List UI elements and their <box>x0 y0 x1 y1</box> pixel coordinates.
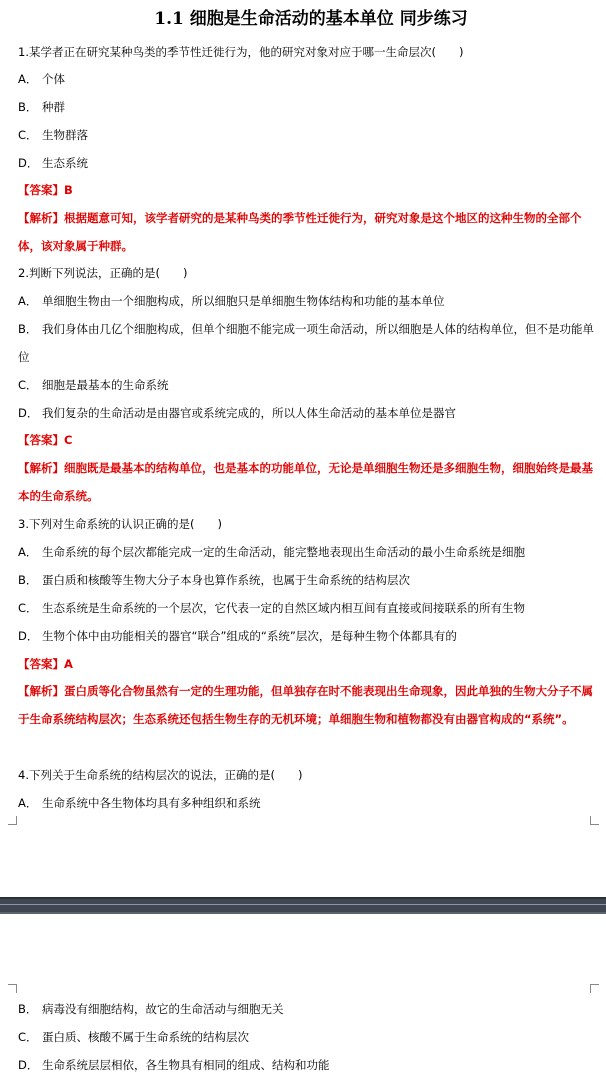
option-letter: D． <box>18 156 39 170</box>
page-separator <box>0 897 606 914</box>
option-letter: B． <box>18 322 38 336</box>
option-letter: B． <box>18 1002 38 1016</box>
question-3-stem: 3.下列对生命系统的认识正确的是( ) <box>18 517 222 531</box>
analysis-label: 【解析】 <box>18 211 64 225</box>
option-letter: C． <box>18 601 38 615</box>
option-text: 生态系统是生命系统的一个层次，它代表一定的自然区域内相互间有直接或间接联系的所有生物 <box>42 601 525 615</box>
margin-corner-mark <box>590 984 599 993</box>
question-2-option-a <box>18 293 598 309</box>
option-letter: C． <box>18 128 38 142</box>
analysis-label: 【解析】 <box>18 684 64 698</box>
answer-label: 【答案】 <box>18 433 64 447</box>
option-letter: B． <box>18 100 38 114</box>
answer-value: B <box>64 183 73 197</box>
option-text: 种群 <box>42 100 65 114</box>
option-text: 生命系统中各生物体均具有多种组织和系统 <box>42 796 261 810</box>
analysis-text: 细胞既是最基本的结构单位，也是基本的功能单位，无论是单细胞生物还是多细胞生物，细胞始终是最基本的生命系统。 <box>18 461 593 503</box>
option-letter: D． <box>18 406 39 420</box>
option-letter: A． <box>18 545 38 559</box>
margin-corner-mark <box>8 816 17 825</box>
option-text: 生态系统 <box>42 156 88 170</box>
option-text: 个体 <box>42 72 65 86</box>
option-text: 生物个体中由功能相关的器官“联合”组成的“系统”层次，是每种生物个体都具有的 <box>42 629 457 643</box>
question-3-option-d <box>18 628 598 644</box>
page-title: 1.1 细胞是生命活动的基本单位 同步练习 <box>154 9 468 29</box>
option-letter: D． <box>18 1058 39 1072</box>
option-letter: C． <box>18 1030 38 1044</box>
answer-label: 【答案】 <box>18 657 64 671</box>
question-1-stem: 1.某学者正在研究某种鸟类的季节性迁徙行为，他的研究对象对应于哪一生命层次( ) <box>18 45 464 59</box>
question-2-stem: 2.判断下列说法，正确的是( ) <box>18 266 188 280</box>
option-letter: D． <box>18 629 39 643</box>
question-2-answer <box>18 432 598 448</box>
answer-label: 【答案】 <box>18 183 64 197</box>
option-text: 蛋白质和核酸等生物大分子本身也算作系统，也属于生命系统的结构层次 <box>42 573 410 587</box>
question-1-answer <box>18 182 598 198</box>
question-1-option-c <box>18 127 598 143</box>
question-2-option-b <box>18 315 598 371</box>
answer-value: C <box>64 433 73 447</box>
option-letter: A． <box>18 72 38 86</box>
option-text: 生命系统的每个层次都能完成一定的生命活动，能完整地表现出生命活动的最小生命系统是细胞 <box>42 545 525 559</box>
question-3-option-a <box>18 544 598 560</box>
question-2-option-c <box>18 377 598 393</box>
question-2-analysis <box>18 454 598 510</box>
margin-corner-mark <box>590 816 599 825</box>
option-text: 生命系统层层相依，各生物具有相同的组成、结构和功能 <box>42 1058 330 1072</box>
option-text: 生物群落 <box>42 128 88 142</box>
question-1-option-b <box>18 99 598 115</box>
option-letter: A． <box>18 796 38 810</box>
option-letter: A． <box>18 294 38 308</box>
question-3-option-c <box>18 600 598 616</box>
option-text: 我们身体由几亿个细胞构成，但单个细胞不能完成一项生命活动，所以细胞是人体的结构单位，但不是功能单位 <box>18 322 594 364</box>
option-text: 单细胞生物由一个细胞构成，所以细胞只是单细胞生物体结构和功能的基本单位 <box>42 294 445 308</box>
analysis-label: 【解析】 <box>18 461 64 475</box>
question-4-stem: 4.下列关于生命系统的结构层次的说法，正确的是( ) <box>18 768 303 782</box>
analysis-text: 蛋白质等化合物虽然有一定的生理功能，但单独存在时不能表现出生命现象，因此单独的生物大分子不属于生命系统结构层次；生态系统还包括生物生存的无机环境；单细胞生物和植物都没有由器官构成的“系统”。 <box>18 684 593 726</box>
question-3-analysis <box>18 677 598 733</box>
question-4-option-a <box>18 795 598 811</box>
page-separator-line <box>0 904 606 905</box>
question-3-option-b <box>18 572 598 588</box>
option-letter: C． <box>18 378 38 392</box>
option-text: 细胞是最基本的生命系统 <box>42 378 169 392</box>
answer-value: A <box>64 657 73 671</box>
question-1-option-a <box>18 71 598 87</box>
margin-corner-mark <box>8 984 17 993</box>
question-4-option-d <box>18 1057 598 1073</box>
question-3-answer <box>18 656 598 672</box>
question-4-option-b <box>18 1001 598 1017</box>
question-1-analysis <box>18 204 598 260</box>
analysis-text: 根据题意可知，该学者研究的是某种鸟类的季节性迁徙行为，研究对象是这个地区的这种生物的全部个体，该对象属于种群。 <box>18 211 582 253</box>
option-text: 我们复杂的生命活动是由器官或系统完成的，所以人体生命活动的基本单位是器官 <box>42 406 456 420</box>
question-1-option-d <box>18 155 598 171</box>
option-text: 病毒没有细胞结构，故它的生命活动与细胞无关 <box>42 1002 284 1016</box>
option-letter: B． <box>18 573 38 587</box>
option-text: 蛋白质、核酸不属于生命系统的结构层次 <box>42 1030 249 1044</box>
question-2-option-d <box>18 405 598 421</box>
question-4-option-c <box>18 1029 598 1045</box>
